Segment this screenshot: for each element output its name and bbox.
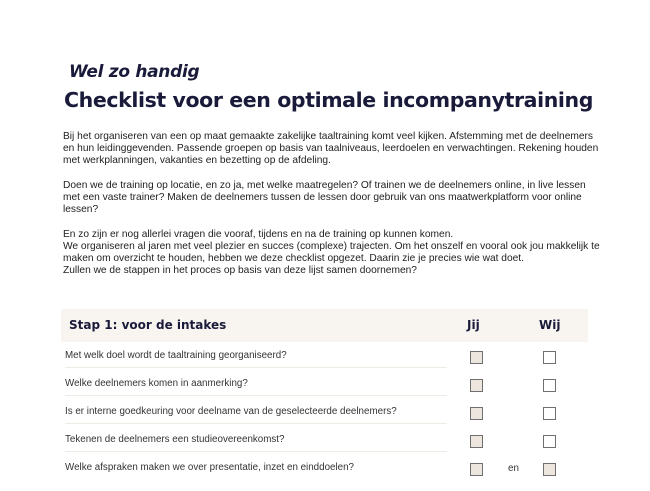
checklist-table [61,309,588,482]
question-text: Tekenen de deelnemers een studieovereenkomst? [65,434,447,452]
checkbox-wij[interactable] [543,351,556,364]
checkbox-jij[interactable] [470,379,483,392]
table-row [61,370,588,398]
column-header-wij: Wij [539,318,561,332]
question-text: Met welk doel wordt de taaltraining georganiseerd? [65,350,447,368]
intro-paragraph-5: Zullen we de stappen in het proces op basis van deze lijst samen doornemen? [63,265,417,277]
step-heading: Stap 1: voor de intakes [69,318,227,332]
column-header-jij: Jij [467,318,480,332]
checkbox-wij[interactable] [543,435,556,448]
intro-paragraph-1: Bij het organiseren van een op maat gemaakte zakelijke taaltraining komt veel kijken. Afstemming met de deelnemers en hun leidinggevenden. Passende groepen op basis van taalniveaus, leerdoelen en verwachtingen. Rekening houden met werkplanningen, vakanties en bezetting op de afdeling. [63,131,599,167]
checkbox-jij[interactable] [470,407,483,420]
checkbox-wij[interactable] [543,463,556,476]
table-row [61,342,588,370]
table-row [61,426,588,454]
checklist-header [61,309,588,342]
table-row [61,398,588,426]
checkbox-wij[interactable] [543,407,556,420]
table-row [61,454,588,482]
checkbox-jij[interactable] [470,351,483,364]
question-text: Welke deelnemers komen in aanmerking? [65,378,447,396]
question-text: Welke afspraken maken we over presentatie, inzet en einddoelen? [65,462,355,473]
intro-paragraph-3: En zo zijn er nog allerlei vragen die vooraf, tijdens en na de training op kunnen komen. [63,228,454,240]
checkbox-jij[interactable] [470,463,483,476]
question-text: Is er interne goedkeuring voor deelname van de geselecteerde deelnemers? [65,406,447,424]
intro-paragraph-2: Doen we de training op locatie, en zo ja, met welke maatregelen? Of trainen we de deelnemers online, in live lessen met een vaste trainer? Maken de deelnemers tussen de lessen door gebruik van ons maatwerkplatform voor online lessen? [63,179,586,216]
checkbox-jij[interactable] [470,435,483,448]
connector-text: en [508,463,519,474]
tagline: Wel zo handig [69,62,200,82]
intro-text [63,131,603,277]
intro-paragraph-4: We organiseren al jaren met veel plezier en succes (complexe) trajecten. Om het onszelf en vooral ook jou makkelijk te maken om overzicht te houden, hebben we deze checklist opgezet. Daarin zie je precies wie wat doet. [63,240,600,264]
checkbox-wij[interactable] [543,379,556,392]
page-title: Checklist voor een optimale incompanytraining [64,88,594,112]
